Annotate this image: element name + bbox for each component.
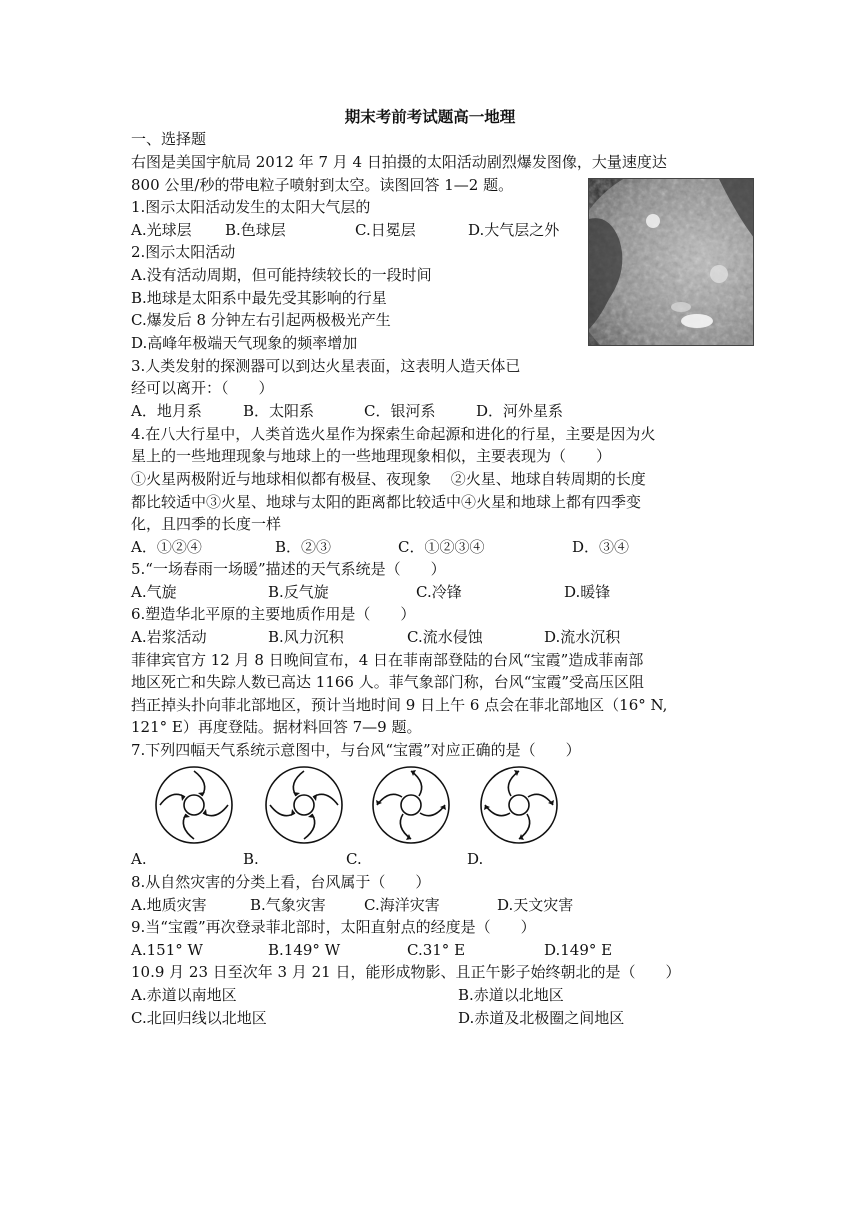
q5-option-b: B.反气旋 <box>268 583 329 601</box>
q3-option-b: B．太阳系 <box>243 402 315 420</box>
question-5-stem: 5.“一场春雨一场暖”描述的天气系统是（ ） <box>131 560 446 578</box>
q1-option-c: C.日冕层 <box>355 221 416 239</box>
question-3-stem: 3.人类发射的探测器可以到达火星表面，这表明人造天体已 <box>131 357 521 375</box>
passage-line: 121° E）再度登陆。据材料回答 7—9 题。 <box>131 718 422 736</box>
q2-option-c: C.爆发后 8 分钟左右引起两极极光产生 <box>131 311 391 329</box>
q5-option-c: C.冷锋 <box>416 583 462 601</box>
q8-option-a: A.地质灾害 <box>131 896 207 914</box>
question-6-stem: 6.塑造华北平原的主要地质作用是（ ） <box>131 605 416 623</box>
passage-line: 地区死亡和失踪人数已高达 1166 人。菲气象部门称，台风“宝霞”受高压区阻 <box>131 673 645 691</box>
q9-option-d: D.149° E <box>544 941 613 959</box>
q6-option-a: A.岩浆活动 <box>131 628 207 646</box>
section-heading: 一、选择题 <box>131 130 207 148</box>
q10-option-a: A.赤道以南地区 <box>131 986 237 1004</box>
q7-option-b: B. <box>243 850 259 868</box>
question-4-stem: 星上的一些地理现象与地球上的一些地理现象相似，主要表现为（ ） <box>131 447 612 465</box>
question-9-stem: 9.当“宝霞”再次登录菲北部时，太阳直射点的经度是（ ） <box>131 918 536 936</box>
q8-option-d: D.天文灾害 <box>497 896 574 914</box>
q6-option-c: C.流水侵蚀 <box>407 628 483 646</box>
q4-option-b: B．②③ <box>275 538 332 556</box>
question-3-stem: 经可以离开：（ ） <box>131 379 274 397</box>
q4-option-d: D．③④ <box>572 538 630 556</box>
intro-line: 800 公里/秒的带电粒子喷射到太空。读图回答 1—2 题。 <box>131 176 514 194</box>
question-4-stem: 都比较适中③火星、地球与太阳的距离都比较适中④火星和地球上都有四季变 <box>131 493 642 511</box>
intro-line: 右图是美国宇航局 2012 年 7 月 4 日拍摄的太阳活动剧烈爆发图像，大量速度达 <box>131 153 667 171</box>
q8-option-b: B.气象灾害 <box>250 896 326 914</box>
q2-option-b: B.地球是太阳系中最先受其影响的行星 <box>131 289 387 307</box>
q4-option-c: C．①②③④ <box>398 538 485 556</box>
q5-option-a: A.气旋 <box>131 583 177 601</box>
q2-option-d: D.高峰年极端天气现象的频率增加 <box>131 334 358 352</box>
passage-line: 挡正掉头扑向菲北部地区，预计当地时间 9 日上午 6 点会在菲北部地区（16° N, <box>131 696 668 714</box>
question-4-stem: 化，且四季的长度一样 <box>131 515 282 533</box>
question-10-stem: 10.9 月 23 日至次年 3 月 21 日，能形成物影、且正午影子始终朝北的是（ ） <box>131 963 681 981</box>
q10-option-d: D.赤道及北极圈之间地区 <box>458 1009 625 1027</box>
q3-option-c: C．银河系 <box>364 402 436 420</box>
q6-option-b: B.风力沉积 <box>268 628 344 646</box>
q9-option-b: B.149° W <box>268 941 341 959</box>
question-4-stem: ①火星两极附近与地球相似都有极昼、夜现象 ②火星、地球自转周期的长度 <box>131 470 646 488</box>
q9-option-c: C.31° E <box>407 941 466 959</box>
q7-option-c: C. <box>346 850 362 868</box>
cyclone-inward-cw-icon <box>262 763 346 847</box>
question-7-stem: 7.下列四幅天气系统示意图中，与台风“宝霞”对应正确的是（ ） <box>131 741 581 759</box>
q7-option-a: A. <box>131 850 147 868</box>
anticyclone-outward-cw-icon <box>369 763 453 847</box>
page-title: 期末考前考试题高一地理 <box>344 107 516 126</box>
q7-option-d: D. <box>467 850 484 868</box>
q2-option-a: A.没有活动周期，但可能持续较长的一段时间 <box>131 266 432 284</box>
q3-option-d: D．河外星系 <box>476 402 564 420</box>
question-1-stem: 1.图示太阳活动发生的太阳大气层的 <box>131 198 371 216</box>
q4-option-a: A．①②④ <box>131 538 202 556</box>
question-8-stem: 8.从自然灾害的分类上看，台风属于（ ） <box>131 873 431 891</box>
q3-option-a: A．地月系 <box>131 402 202 420</box>
q1-option-a: A.光球层 <box>131 221 192 239</box>
question-4-stem: 4.在八大行星中，人类首选火星作为探索生命起源和进化的行星，主要是因为火 <box>131 425 656 443</box>
q8-option-c: C.海洋灾害 <box>364 896 440 914</box>
solar-activity-image <box>588 178 754 346</box>
question-2-stem: 2.图示太阳活动 <box>131 243 236 261</box>
q10-option-b: B.赤道以北地区 <box>458 986 564 1004</box>
q6-option-d: D.流水沉积 <box>544 628 621 646</box>
passage-line: 菲律宾官方 12 月 8 日晚间宣布，4 日在菲南部登陆的台风“宝霞”造成菲南部 <box>131 651 644 669</box>
anticyclone-outward-ccw-icon <box>477 763 561 847</box>
q5-option-d: D.暖锋 <box>564 583 611 601</box>
q9-option-a: A.151° W <box>131 941 203 959</box>
cyclone-inward-ccw-icon <box>152 763 236 847</box>
q10-option-c: C.北回归线以北地区 <box>131 1009 267 1027</box>
q1-option-b: B.色球层 <box>225 221 286 239</box>
q1-option-d: D.大气层之外 <box>468 221 560 239</box>
